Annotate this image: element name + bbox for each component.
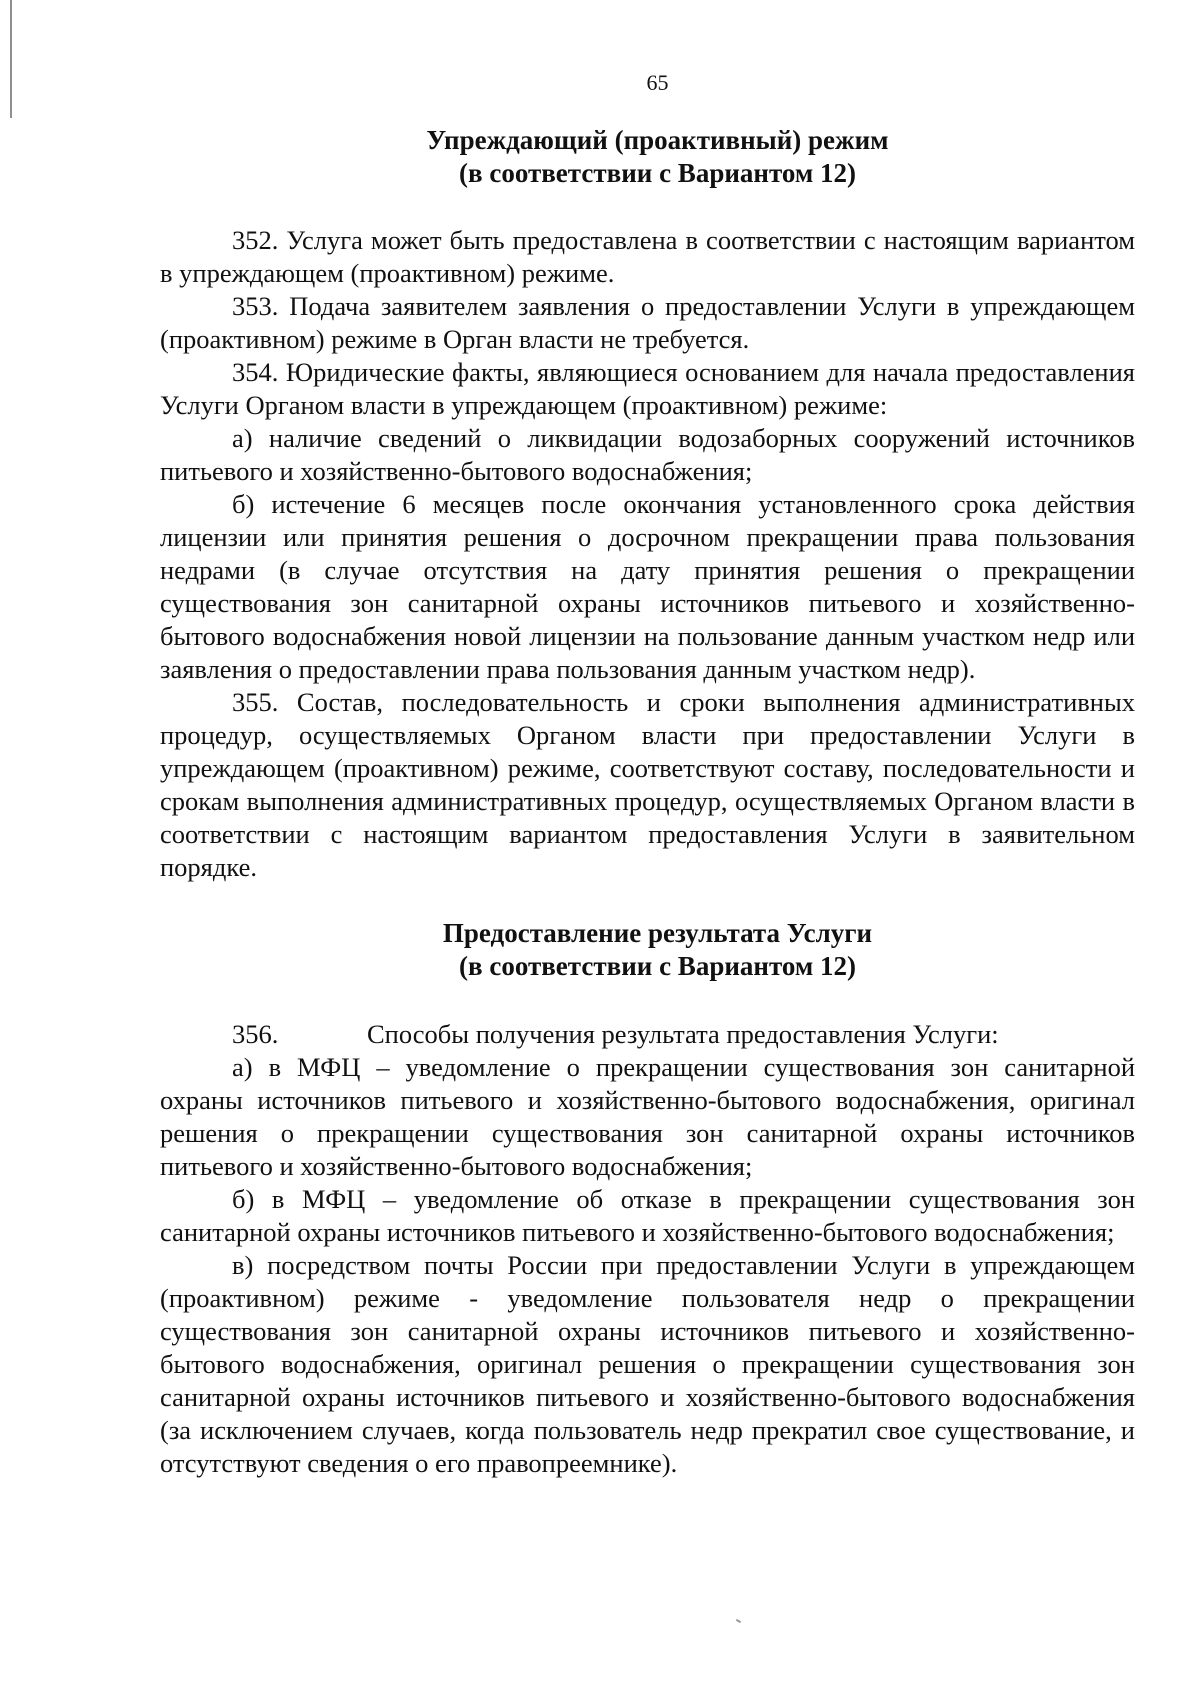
paragraph-352: 352. Услуга может быть предоставлена в соответствии с настоящим вариантом в упреждающем (проактивном) режиме. bbox=[160, 225, 1135, 288]
section-body-proactive-mode bbox=[160, 224, 1135, 884]
paragraph-355: 355. Состав, последовательность и сроки выполнения административных процедур, осуществляемых Органом власти при предоставлении Услуги в упреждающем (проактивном) режиме, соответствуют составу, последовательности и срокам выполнения административных процедур, осуществляемых Органом власти в соответствии с настоящим вариантом предоставления Услуги в заявительном порядке. bbox=[160, 687, 1135, 882]
section-heading-proactive-mode bbox=[160, 124, 1135, 190]
scan-edge-mark bbox=[10, 0, 12, 118]
paragraph-356-a: а) в МФЦ – уведомление о прекращении существования зон санитарной охраны источников питьевого и хозяйственно-бытового водоснабжения, оригинал решения о прекращении существования зон санитарной охраны источников питьевого и хозяйственно-бытового водоснабжения; bbox=[160, 1052, 1135, 1181]
paragraph-356-number: 356. bbox=[232, 1019, 279, 1049]
page-number: 65 bbox=[646, 70, 669, 95]
section-heading-line: Упреждающий (проактивный) режим bbox=[426, 125, 889, 155]
section-heading-result-delivery bbox=[160, 917, 1135, 983]
paragraph-354-b: б) истечение 6 месяцев после окончания установленного срока действия лицензии или принятия решения о досрочном прекращении права пользования недрами (в случае отсутствия на дату принятия решения о прекращении существования зон санитарной охраны источников питьевого и хозяйственно-бытового водоснабжения новой лицензии на пользование данным участком недр или заявления о предоставлении права пользования данным участком недр). bbox=[160, 489, 1135, 684]
section-heading-line: (в соответствии с Вариантом 12) bbox=[459, 158, 856, 188]
section-heading-line: (в соответствии с Вариантом 12) bbox=[459, 951, 856, 981]
paragraph-356-v: в) посредством почты России при предоставлении Услуги в упреждающем (проактивном) режиме - уведомление пользователя недр о прекращении существования зон санитарной охраны источников питьевого и хозяйственно-бытового водоснабжения, оригинал решения о прекращении существования зон санитарной охраны источников питьевого и хозяйственно-бытового водоснабжения (за исключением случаев, когда пользователь недр прекратил свое существование, и отсутствуют сведения о его правопреемнике). bbox=[160, 1250, 1135, 1478]
scan-speck bbox=[736, 1619, 741, 1623]
section-body-result-delivery bbox=[160, 1018, 1135, 1480]
paragraph-354-a: а) наличие сведений о ликвидации водозаборных сооружений источников питьевого и хозяйственно-бытового водоснабжения; bbox=[160, 423, 1135, 486]
document-page bbox=[160, 68, 1135, 1480]
paragraph-356-b: б) в МФЦ – уведомление об отказе в прекращении существования зон санитарной охраны источников питьевого и хозяйственно-бытового водоснабжения; bbox=[160, 1184, 1135, 1247]
paragraph-356-text: Способы получения результата предоставления Услуги: bbox=[367, 1019, 999, 1049]
paragraph-353: 353. Подача заявителем заявления о предоставлении Услуги в упреждающем (проактивном) режиме в Орган власти не требуется. bbox=[160, 291, 1135, 354]
section-heading-line: Предоставление результата Услуги bbox=[442, 918, 873, 948]
paragraph-356 bbox=[160, 1018, 1135, 1051]
paragraph-354: 354. Юридические факты, являющиеся основанием для начала предоставления Услуги Органом власти в упреждающем (проактивном) режиме: bbox=[160, 357, 1135, 420]
